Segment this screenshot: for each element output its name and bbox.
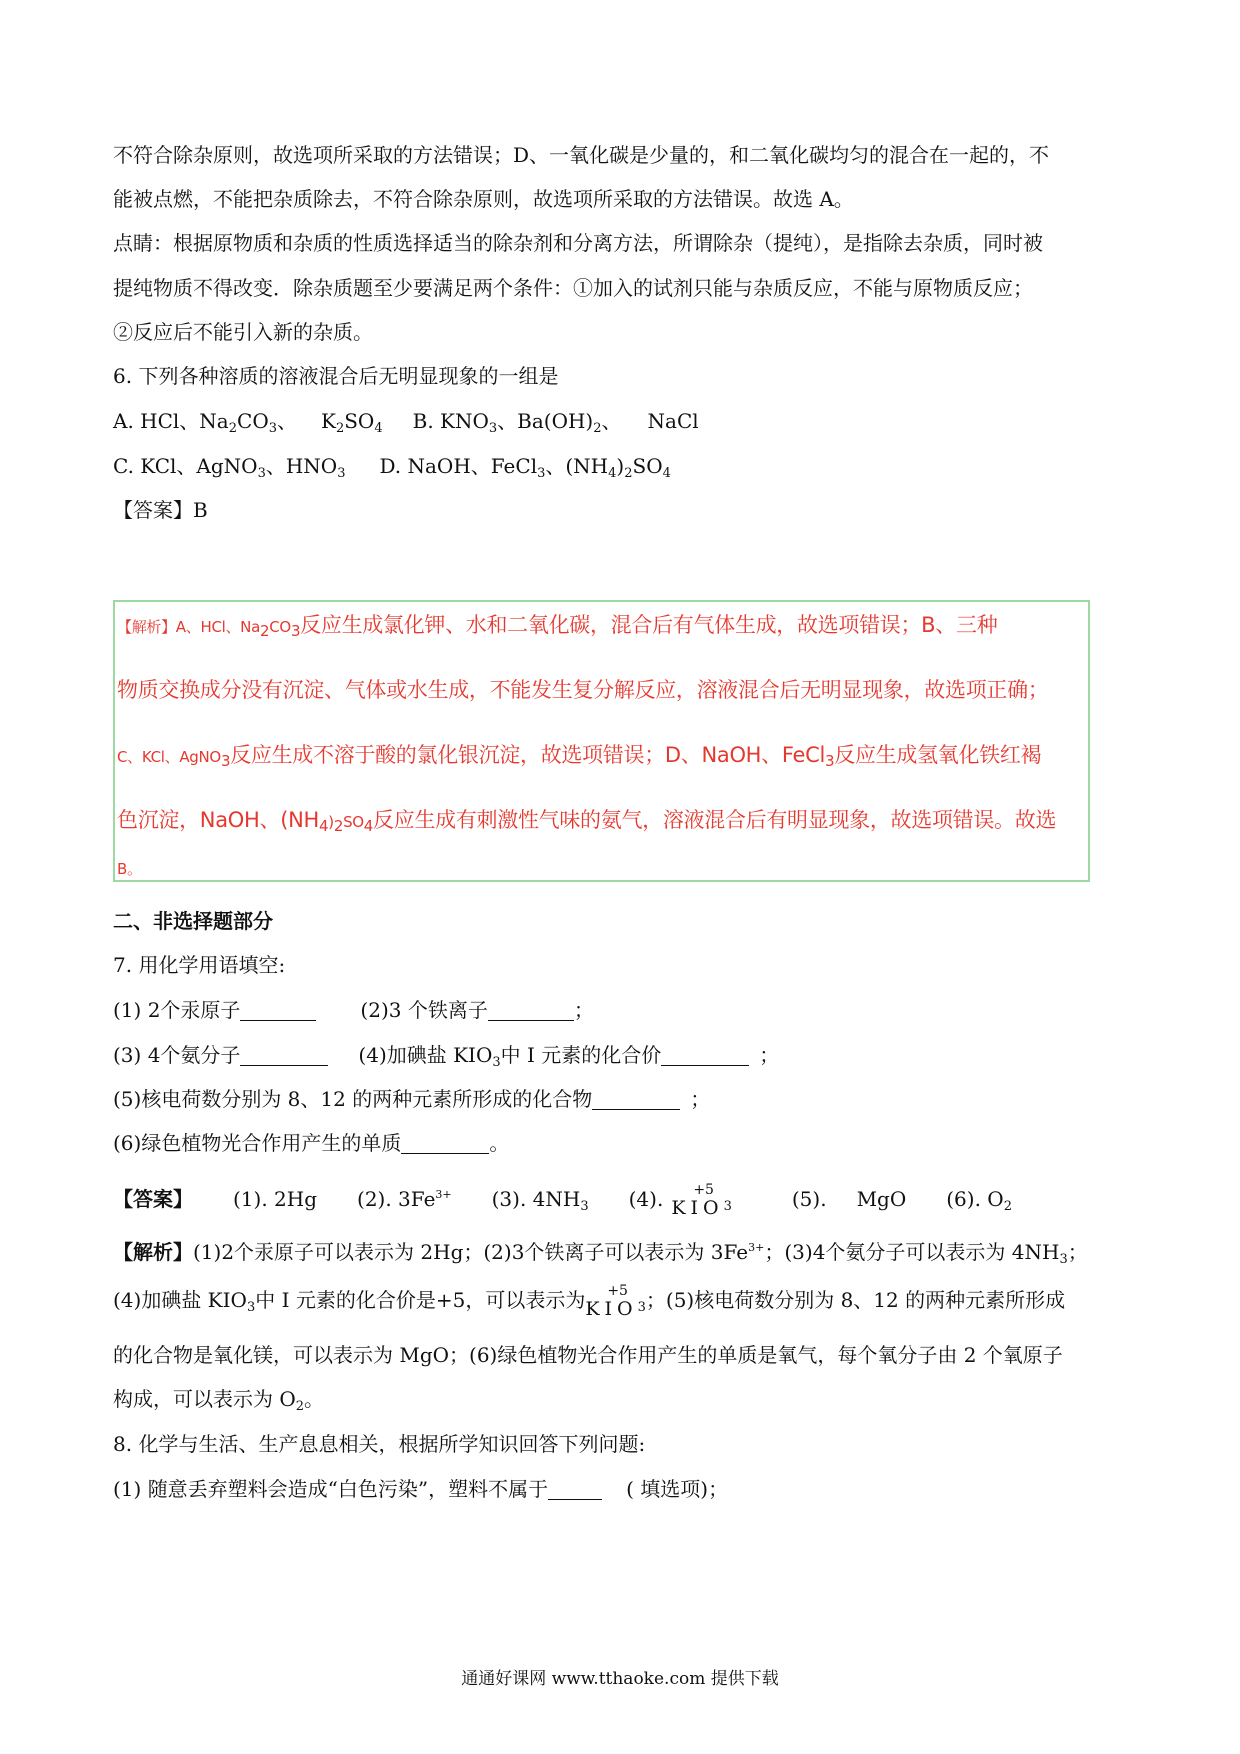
question-6-stem: 6. 下列各种溶质的溶液混合后无明显现象的一组是 (113, 364, 559, 388)
answer-blank[interactable] (661, 1043, 749, 1066)
analysis-line: 【解析】A、HCl、$Na_2CO_3$反应生成氯化钾、水和二氧化碳，混合后有气体生成，故选项错误；B、三种 (117, 613, 998, 640)
analysis-line: (4)加碘盐 $KIO_3$中 I 元素的化合价是+5，可以表示为 +5 $KIO_3$；(5)核电荷数分别为 8、12 的两种元素所形成 (113, 1285, 1143, 1324)
valence-formula: +5 KIO (585, 1283, 638, 1320)
analysis-line: 物质交换成分没有沉淀、气体或水生成，不能发生复分解反应，溶液混合后无明显现象，故选项正确； (117, 678, 1049, 702)
valence-formula: +5 KIO (671, 1182, 724, 1219)
answer-blank[interactable] (401, 1131, 489, 1154)
analysis-line: 的化合物是氧化镁，可以表示为 MgO；(6)绿色植物光合作用产生的单质是氧气，每个氧分子由 2 个氧原子 (113, 1343, 1063, 1367)
question-7-stem: 7. 用化学用语填空: (113, 953, 286, 977)
question-6-options-cd: C. KCl、AgNO$_3$、$HNO_3$ D. NaOH、FeCl$_3$、$(NH_4)_2SO_4$ (113, 454, 671, 481)
answer-blank[interactable] (548, 1477, 602, 1500)
answer-blank[interactable] (240, 998, 316, 1021)
tip-line: ②反应后不能引入新的杂质。 (113, 320, 373, 344)
question-7-row: (1) 2个汞原子 (2)3 个铁离子 ； (113, 998, 594, 1022)
analysis-line: 构成，可以表示为 $O_2$。 (113, 1387, 325, 1414)
answer-blank[interactable] (488, 998, 574, 1021)
analysis-line: 色沉淀，NaOH、$(NH_4)_2SO_4$反应生成有刺激性气味的氨气，溶液混合后有明显现象，故选项错误。故选 (117, 808, 1057, 835)
section-heading: 二、非选择题部分 (113, 909, 273, 933)
question-6-options-ab: A. HCl、$Na_2CO_3$、 $K_2SO_4$ B. $KNO_3$、$Ba(OH)_2$、 NaCl (113, 409, 699, 436)
tip-line: 提纯物质不得改变．除杂质题至少要满足两个条件：①加入的试剂只能与杂质反应，不能与原物质反应； (113, 276, 1033, 300)
question-7-row: (3) 4个氨分子 (4)加碘盐 $KIO_3$中 I 元素的化合价 ； (113, 1043, 780, 1070)
text-line: 能被点燃，不能把杂质除去，不符合除杂原则，故选项所采取的方法错误。故选 A。 (113, 187, 854, 211)
question-6-answer: 【答案】B (113, 498, 208, 522)
question-7-answer: 【答案】 (1). 2Hg (2). $3Fe^{3+}$ (3). $4NH_3$ (4). +5 $KIO_3$ (5). MgO (6). $O_2$ (113, 1180, 1143, 1223)
question-8-stem: 8. 化学与生活、生产息息相关，根据所学知识回答下列问题: (113, 1432, 646, 1456)
answer-blank[interactable] (240, 1043, 328, 1066)
answer-blank[interactable] (592, 1087, 680, 1110)
question-7-row: (6)绿色植物光合作用产生的单质 。 (113, 1131, 510, 1155)
tip-line: 点睛：根据原物质和杂质的性质选择适当的除杂剂和分离方法，所谓除杂（提纯），是指除去杂质，同时被 (113, 231, 1043, 255)
page-footer: 通通好课网 www.tthaoke.com 提供下载 (461, 1669, 779, 1689)
question-7-row: (5)核电荷数分别为 8、12 的两种元素所形成的化合物 ； (113, 1087, 711, 1111)
analysis-line: C、KCl、AgNO$_3$反应生成不溶于酸的氯化银沉淀，故选项错误；D、NaOH、FeCl$_3$反应生成氢氧化铁红褐 (117, 743, 1042, 770)
question-8-row: (1) 随意丢弃塑料会造成“白色污染”，塑料不属于 ( 填选项)； (113, 1477, 729, 1501)
analysis-line: B。 (117, 860, 142, 878)
text-line: 不符合除杂原则，故选项所采取的方法错误；D、一氧化碳是少量的，和二氧化碳均匀的混合在一起的，不 (113, 143, 1050, 167)
analysis-line: 【解析】(1)2个汞原子可以表示为 2Hg；(2)3个铁离子可以表示为 $3Fe^{3+}$；(3)4个氨分子可以表示为 $4NH_3$； (113, 1240, 1088, 1267)
analysis-box (113, 600, 1090, 882)
